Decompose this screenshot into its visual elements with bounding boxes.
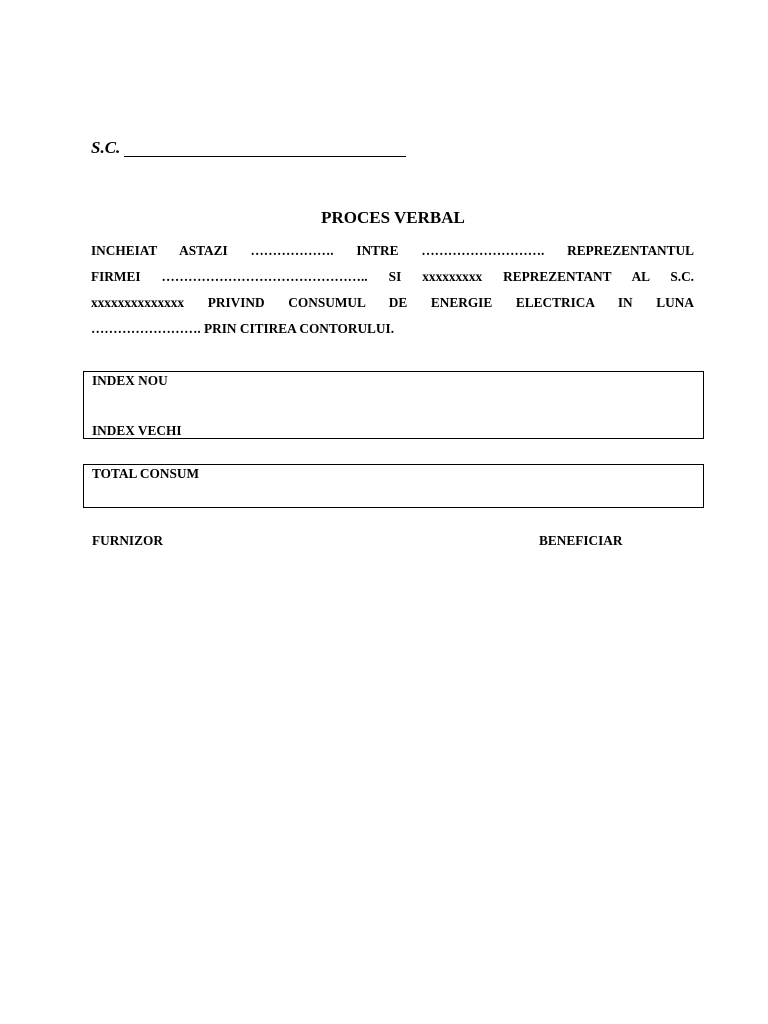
document-paragraph [91,238,694,342]
beneficiary-signature-label: BENEFICIAR [539,533,623,548]
company-prefix: S.C. [91,138,121,157]
index-old-label: INDEX VECHI [92,423,182,438]
document-title: PROCES VERBAL [321,208,465,227]
paragraph-line: FIRMEI ……………………………………….. SI xxxxxxxxx REPREZENTANT AL S.C. [91,269,694,284]
index-new-label: INDEX NOU [92,373,168,388]
paragraph-line: xxxxxxxxxxxxxx PRIVIND CONSUMUL DE ENERGIE ELECTRICA IN LUNA [91,295,694,310]
paragraph-line: INCHEIAT ASTAZI ………………. INTRE ………………………. REPREZENTANTUL [91,243,694,258]
supplier-signature-label: FURNIZOR [92,533,163,548]
paragraph-line: ……………………. PRIN CITIREA CONTORULUI. [91,321,395,336]
index-readings-box [83,371,704,439]
total-consumption-box [83,464,704,508]
company-name-blank-line [124,156,406,157]
company-line [91,138,411,160]
total-consumption-label: TOTAL CONSUM [92,466,200,481]
